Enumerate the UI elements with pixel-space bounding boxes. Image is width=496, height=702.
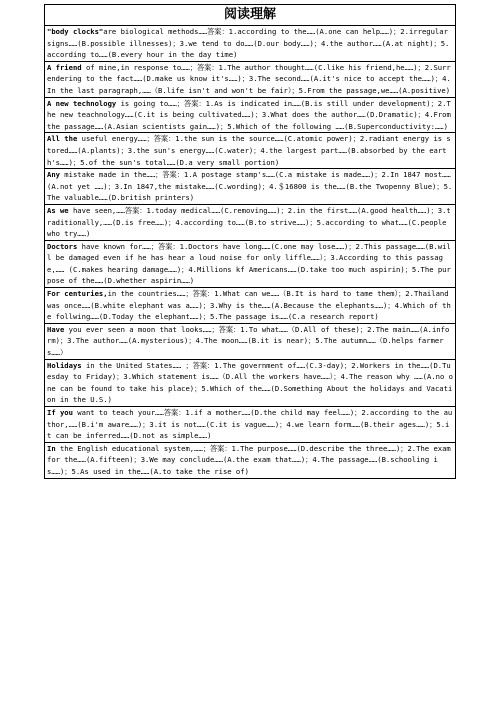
answer-row <box>45 168 455 204</box>
page-title: 阅读理解 <box>44 4 456 25</box>
answer-row <box>45 132 455 168</box>
answer-row <box>45 204 455 240</box>
answer-text: in the countries……；答案：1.What can we……（B.It is hard to tame them）；2.Thailand was once……(B.white elephant was a……)；3.Why is the……(A.Because the elephants……)；4.Which of the follwing……(D.Today the elephant……)；5.The passage is……(C.a research report) <box>47 289 451 322</box>
answer-row <box>45 97 455 133</box>
passage-keyword: In <box>47 443 56 453</box>
answer-text: in the United States…… ；答案：1.The government of……(C.3-day)；2.Workers in the……(D.Tuesday to Friday)；3.Which statement is……（D.All the workers have……）；4.The reason why ……(A.no one can be found to take his place)；5.Which of the……(D.Something About the holidays and Vacation in the U.S.) <box>47 360 453 405</box>
answer-text: you ever seen a moon that looks……；答案：1.To what……（D.All of these)；2.The main……(A.inform)；3.The author……(A.mysterious)；4.The moon……(B.it is near)；5.The autumn……（D.helps farmers……） <box>47 324 450 358</box>
answer-row <box>45 61 455 97</box>
answer-text: of mine,in response to……；答案：1.The author thought……(C.like his friend,he……)；2.Surrendering to the fact……(D.make us know it's……)；3.The second……(A.it's nice to accept the……)；4.In the last paragraph,……（B.life isn't and won't be fair）；5.From the passage,we……(A.positive) <box>47 62 451 95</box>
passage-keyword: As we <box>47 205 69 215</box>
answer-text: want to teach your……答案：1.if a mother……(D.the child may feel……)；2.according to the author,……(B.i'm aware……)；3.it is not……(C.it is vague……)；4.we learn form……(B.their ages……)；5.it can be inferred……(D.not as simple……) <box>47 408 453 441</box>
passage-keyword: "body clocks" <box>47 27 104 36</box>
passage-keyword: All the <box>47 134 78 144</box>
passage-keyword: For centuries, <box>47 289 108 299</box>
answer-text: mistake made in the……；答案：1.A postage stamp's……(C.a mistake is made……)；2.In 1847 most……(A.not yet ……)；3.In 1847,the mistake……(C.wording)；4.＄16800 is the……(B.the Twopenny Blue)；5.The valuable……(D.british printers) <box>47 170 453 203</box>
answer-row <box>45 26 455 61</box>
answer-row <box>45 240 455 287</box>
answer-text: useful energy……；答案：1.the sun is the source……(C.atomic power)；2.radiant energy is stored……(A.plants)；3.the sun's energy……(C.water)；4.the largest part……(B.absorbed by the earth's……)；5.of the sun's total……(D.a very small portion) <box>47 134 451 167</box>
answer-row <box>45 287 455 323</box>
answer-row <box>45 359 455 406</box>
answer-text: is going to……；答案：1.As is indicated in……(B.is still under development)；2.The new teachnology……(C.it is being cultivated……)；3.What does the author……(D.Dramatic)；4.From the passage……(A.Asian scientists gain……)；5.Which of the following ……(B.Superconductivity:……) <box>47 98 451 131</box>
answer-row <box>45 442 455 478</box>
passage-keyword: A friend <box>47 62 82 72</box>
answer-text: the English educational system,……；答案：1.The purpose……(D.describe the three……)；2.The exam for the……(A.fifteen)；3.We may conclude……(A.the exam that……)；4.The passage……(B.schooling is……)；5.As used in the……(A.to take the rise of) <box>47 443 451 476</box>
answer-row <box>45 323 455 359</box>
answer-text: have known for……；答案：1.Doctors have long……(C.one may lose……)；2.This passage……(B.will be damaged even if he has hear a loud noise for only liffle……）；3.According to this passage,…… (C.makes hearing damage……)；4.Millions kf Americans……(D.take too much aspirin)；5.The purpose of the……(D.whether aspirin……) <box>47 241 451 286</box>
answer-table <box>44 25 456 479</box>
passage-keyword: Have <box>47 324 65 334</box>
answer-text: have seen,……答案：1.today medical……(C.removing……)；2.in the first……(A.good health……)；3.traditionally,……(D.is free……)；4.according to……(B.to strive……)；5.according to what……(C.people who try……) <box>47 205 451 239</box>
document-page <box>44 4 456 479</box>
passage-keyword: Any <box>47 170 60 180</box>
answer-text: are biological methods……答案：1.according to the……(A.one can help……)；2.irregular signs……(B.possible illnesses)；3.we tend to do……(D.our body……)；4.the author……(A.at night)；5.according to……(B.every hour in the day time) <box>47 27 450 60</box>
answer-row <box>45 406 455 442</box>
passage-keyword: Holidays <box>47 360 82 370</box>
passage-keyword: Doctors <box>47 241 78 251</box>
passage-keyword: If you <box>47 408 73 417</box>
passage-keyword: A new technology <box>47 98 117 108</box>
